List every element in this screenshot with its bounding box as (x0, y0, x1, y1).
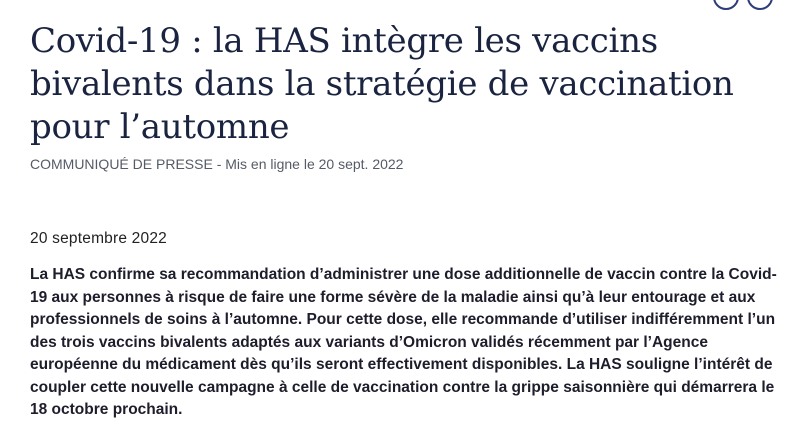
publication-date: 20 septembre 2022 (30, 230, 167, 247)
press-release-meta: COMMUNIQUÉ DE PRESSE - Mis en ligne le 20 sept. 2022 (30, 156, 404, 172)
page-title: Covid-19 : la HAS intègre les vaccins bivalents dans la stratégie de vaccination pour l’automne (30, 21, 734, 147)
top-actions (713, 0, 773, 10)
share-button[interactable] (713, 0, 739, 10)
article-lead: La HAS confirme sa recommandation d’administrer une dose additionnelle de vaccin contre la Covid-19 aux personnes à risque de faire une forme sévère de la maladie ainsi qu’à leur entourage et aux professionnels de soins à l’automne. Pour cette dose, elle recommande d’utiliser indifféremment l’un des trois vaccins bivalents adaptés aux variants d’Omicron validés récemment par l’Agence européenne du médicament dès qu’ils seront effectivement disponibles. La HAS souligne l’intérêt de coupler cette nouvelle campagne à celle de vaccination contre la grippe saisonnière qui démarrera le 18 octobre prochain. (30, 266, 777, 418)
print-button[interactable] (747, 0, 773, 10)
